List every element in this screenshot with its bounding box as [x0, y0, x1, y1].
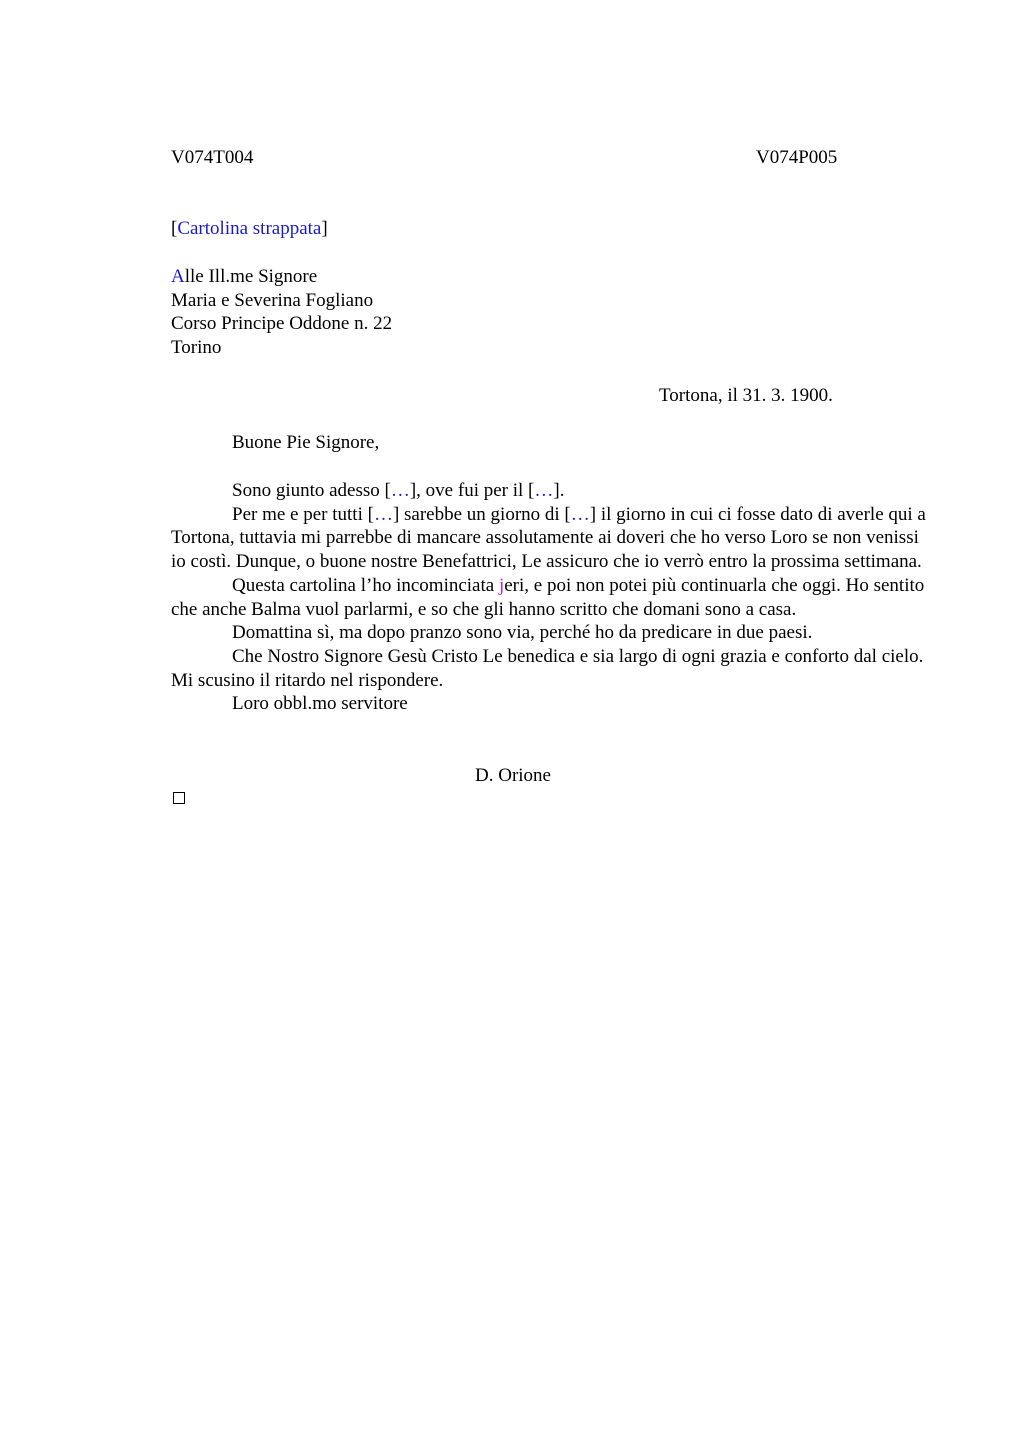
salutation: Buone Pie Signore, — [232, 432, 380, 453]
address-line-1 — [171, 265, 317, 289]
editorial-note — [171, 217, 328, 241]
address-initial: A — [171, 266, 185, 287]
checkbox-square-icon — [173, 792, 185, 804]
p3-text-a: Questa cartolina l’ho incominciata — [232, 574, 499, 596]
p3-text-b: eri, e poi non potei più continuarla che oggi. Ho sentito che anche Balma vuol parlarmi, e so che gli hanno scritto che domani sono a casa. — [171, 574, 925, 620]
paragraph-1 — [171, 479, 931, 503]
p1-text-b: ], ove fui per il [ — [409, 480, 535, 501]
address-line-3: Corso Principe Oddone n. 22 — [171, 313, 393, 334]
p2-text-c: ] il giorno in cui ci fosse dato di averle qui a Tortona, tuttavia mi parrebbe di mancare assolutamente ai doveri che ho verso Loro se non venissi io costì. Dunque, o buone nostre Benefattrici, Le assicuro che io verrò entro la prossima settimana. — [171, 503, 926, 573]
note-close-bracket: ] — [321, 218, 328, 239]
date-line: Tortona, il 31. 3. 1900. — [659, 385, 833, 406]
letter-page — [171, 0, 931, 1450]
address-line-2: Maria e Severina Fogliano — [171, 290, 374, 311]
p2-ellipsis-2: … — [570, 503, 590, 525]
signature: D. Orione — [475, 765, 551, 786]
p1-text-c: ]. — [553, 480, 565, 501]
p2-text-a: Per me e per tutti [ — [232, 503, 374, 525]
note-text: Cartolina strappata — [177, 218, 322, 239]
p1-ellipsis-1: … — [390, 480, 410, 501]
document-code-right: V074P005 — [756, 147, 838, 168]
p1-text-a: Sono giunto adesso [ — [232, 480, 391, 501]
note-open-bracket: [ — [171, 218, 178, 239]
address-line-1-rest: lle Ill.me Signore — [184, 266, 318, 287]
letter-body — [171, 479, 931, 716]
document-code-left: V074T004 — [171, 147, 254, 168]
p2-ellipsis-1: … — [373, 503, 393, 525]
address-line-4: Torino — [171, 337, 222, 358]
paragraph-6: Loro obbl.mo servitore — [232, 693, 408, 715]
paragraph-3 — [171, 574, 931, 621]
p2-text-b: ] sarebbe un giorno di [ — [392, 503, 571, 525]
paragraph-5: Che Nostro Signore Gesù Cristo Le benedica e sia largo di ogni grazia e conforto dal cielo. Mi scusino il ritardo nel rispondere. — [171, 645, 924, 691]
paragraph-4: Domattina sì, ma dopo pranzo sono via, perché ho da predicare in due paesi. — [232, 622, 813, 644]
p1-ellipsis-2: … — [534, 480, 554, 501]
paragraph-2 — [171, 503, 931, 574]
p3-highlight-letter: j — [498, 574, 505, 596]
